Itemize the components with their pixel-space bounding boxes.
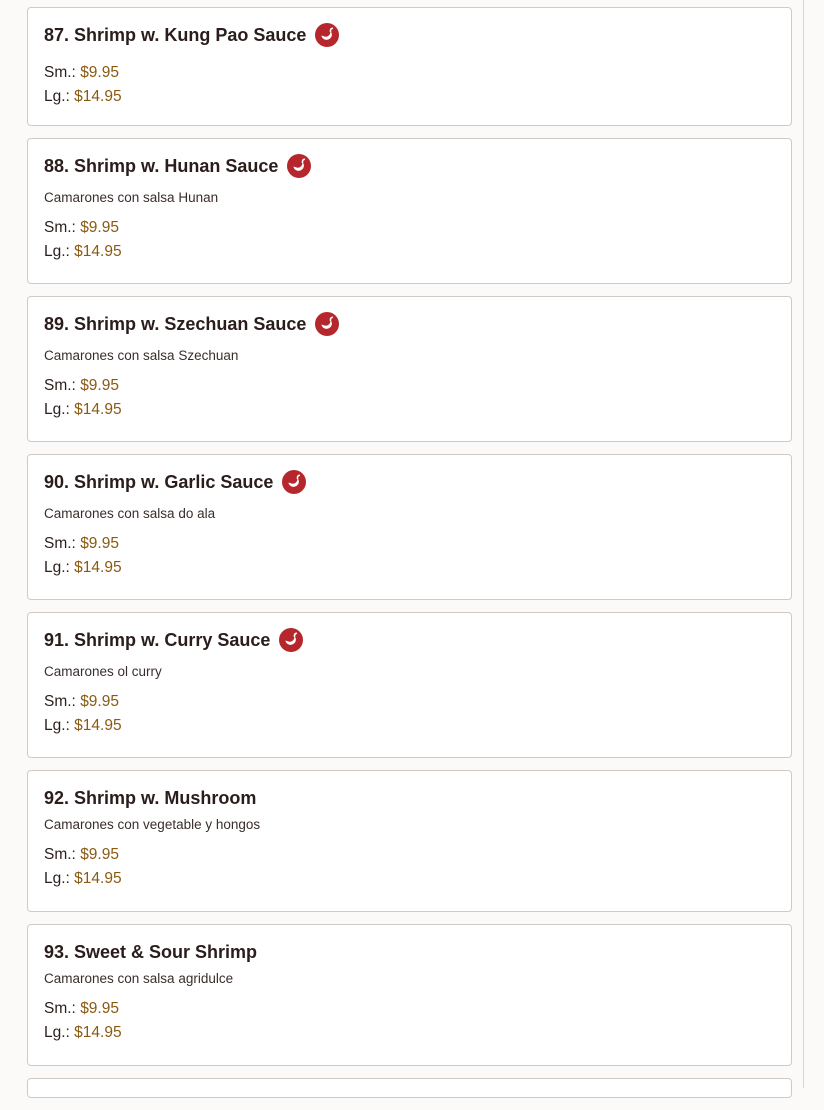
- menu-item-header: [44, 468, 775, 496]
- price-label: Sm.:: [44, 693, 76, 710]
- menu-item-card[interactable]: [27, 454, 792, 600]
- price-small: [44, 690, 775, 714]
- price-list: [44, 216, 775, 264]
- menu-item-title: 90. Shrimp w. Garlic Sauce: [44, 471, 274, 492]
- price-list: [44, 997, 775, 1045]
- price-value: $9.95: [80, 693, 119, 710]
- menu-item-card[interactable]: [27, 138, 792, 284]
- page-divider: [803, 0, 804, 1088]
- price-small: [44, 374, 775, 398]
- price-large: [44, 398, 775, 422]
- price-value: $14.95: [74, 870, 122, 887]
- price-value: $14.95: [74, 88, 122, 105]
- price-small: [44, 216, 775, 240]
- price-small: [44, 532, 775, 556]
- price-small: [44, 843, 775, 867]
- price-label: Sm.:: [44, 846, 76, 863]
- price-value: $14.95: [74, 1024, 122, 1041]
- price-label: Lg.:: [44, 243, 70, 260]
- price-label: Sm.:: [44, 64, 76, 81]
- price-value: $14.95: [74, 559, 122, 576]
- price-value: $14.95: [74, 401, 122, 418]
- menu-item-title: 92. Shrimp w. Mushroom: [44, 787, 257, 808]
- menu-item-card-partial[interactable]: [27, 1078, 792, 1098]
- menu-item-description: Camarones con salsa do ala: [44, 506, 216, 521]
- price-large: [44, 240, 775, 264]
- menu-item-card[interactable]: [27, 296, 792, 442]
- menu-item-card[interactable]: [27, 770, 792, 912]
- menu-item-card[interactable]: [27, 924, 792, 1066]
- menu-item-header: [44, 152, 775, 180]
- price-label: Lg.:: [44, 88, 70, 105]
- price-value: $9.95: [80, 219, 119, 236]
- menu-item-description: Camarones con salsa agridulce: [44, 971, 234, 986]
- price-small: [44, 997, 775, 1021]
- menu-item-card[interactable]: [27, 612, 792, 758]
- price-list: [44, 843, 775, 891]
- menu-item-description: Camarones con salsa Hunan: [44, 190, 219, 205]
- menu-item-title: 88. Shrimp w. Hunan Sauce: [44, 155, 279, 176]
- spicy-pepper-icon: [287, 154, 311, 178]
- price-label: Lg.:: [44, 401, 70, 418]
- menu-item-title: 87. Shrimp w. Kung Pao Sauce: [44, 24, 307, 45]
- spicy-pepper-icon: [282, 470, 306, 494]
- price-list: [44, 374, 775, 422]
- menu-item-header: [44, 938, 775, 966]
- price-label: Sm.:: [44, 219, 76, 236]
- price-large: [44, 714, 775, 738]
- price-list: [44, 532, 775, 580]
- price-value: $14.95: [74, 717, 122, 734]
- menu-item-header: [44, 784, 775, 812]
- price-large: [44, 867, 775, 891]
- price-label: Lg.:: [44, 870, 70, 887]
- price-large: [44, 85, 775, 109]
- price-value: $9.95: [80, 377, 119, 394]
- price-list: [44, 690, 775, 738]
- menu-item-list: [27, 7, 792, 1110]
- menu-item-title: 93. Sweet & Sour Shrimp: [44, 941, 258, 962]
- price-label: Sm.:: [44, 1000, 76, 1017]
- menu-item-header: [44, 310, 775, 338]
- price-value: $14.95: [74, 243, 122, 260]
- price-small: [44, 61, 775, 85]
- price-list: [44, 61, 775, 109]
- price-value: $9.95: [80, 64, 119, 81]
- menu-item-header: [44, 626, 775, 654]
- spicy-pepper-icon: [315, 312, 339, 336]
- price-value: $9.95: [80, 535, 119, 552]
- menu-item-description: Camarones con vegetable y hongos: [44, 817, 261, 832]
- price-label: Lg.:: [44, 717, 70, 734]
- price-value: $9.95: [80, 1000, 119, 1017]
- menu-item-card[interactable]: [27, 7, 792, 126]
- spicy-pepper-icon: [315, 23, 339, 47]
- menu-item-header: [44, 21, 775, 49]
- menu-item-title: 89. Shrimp w. Szechuan Sauce: [44, 313, 307, 334]
- menu-item-description: Camarones con salsa Szechuan: [44, 348, 239, 363]
- price-label: Lg.:: [44, 1024, 70, 1041]
- price-label: Sm.:: [44, 535, 76, 552]
- menu-item-title: 91. Shrimp w. Curry Sauce: [44, 629, 271, 650]
- price-label: Lg.:: [44, 559, 70, 576]
- price-large: [44, 556, 775, 580]
- price-large: [44, 1021, 775, 1045]
- menu-item-description: Camarones ol curry: [44, 664, 162, 679]
- price-label: Sm.:: [44, 377, 76, 394]
- spicy-pepper-icon: [279, 628, 303, 652]
- price-value: $9.95: [80, 846, 119, 863]
